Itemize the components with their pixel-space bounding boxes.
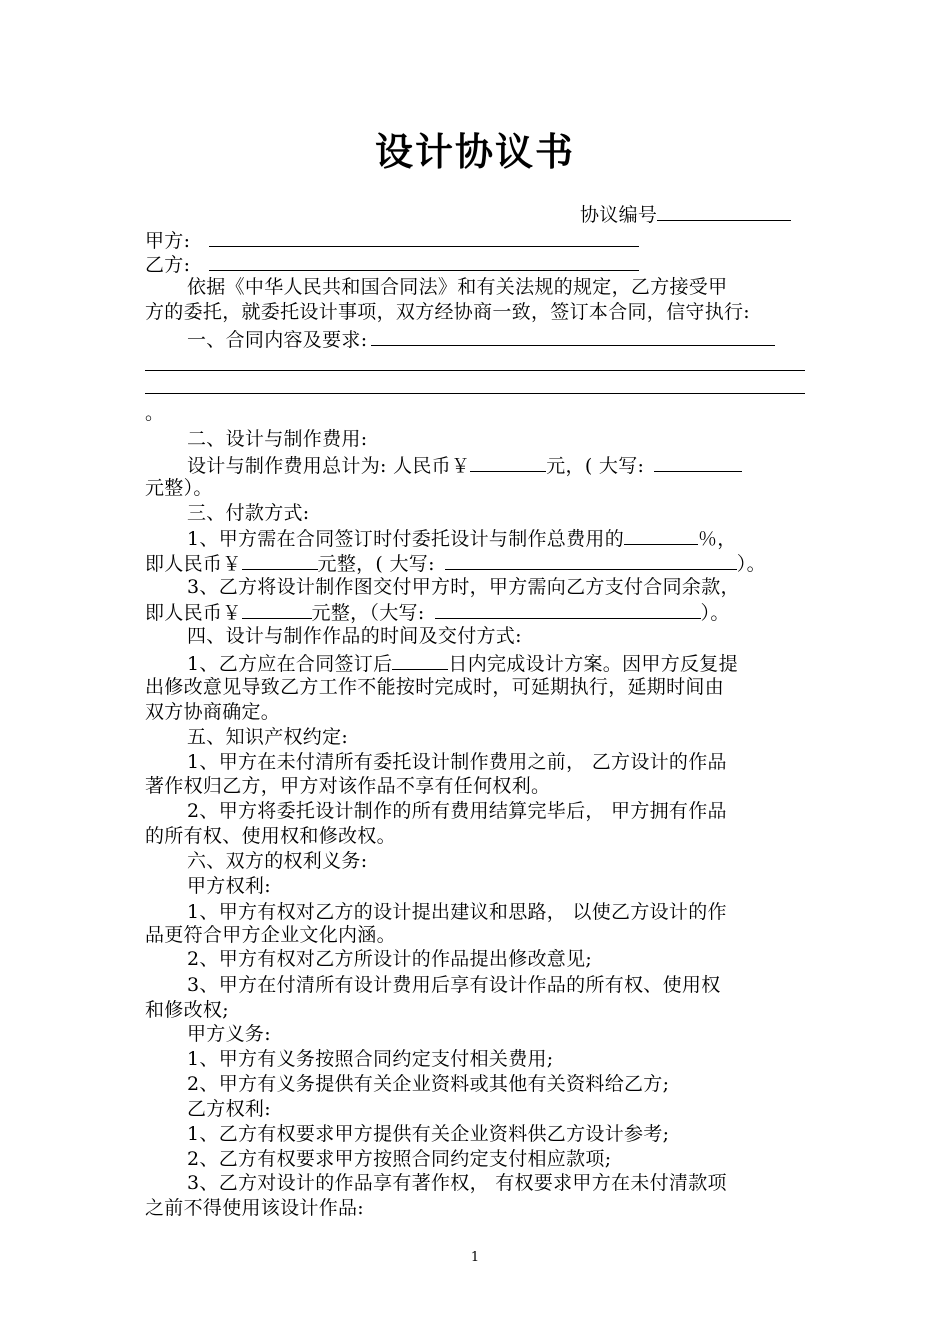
party-b-right-1: 1、乙方有权要求甲方提供有关企业资料供乙方设计参考; (187, 1123, 670, 1145)
ip-2-line-2: 的所有权、使用权和修改权。 (145, 825, 396, 847)
payment-1-text-e: ）。 (736, 553, 766, 575)
section-1-heading-line (187, 325, 775, 353)
ip-1-line-1: 1、甲方在未付清所有委托设计制作费用之前， 乙方设计的作品 (187, 751, 727, 773)
payment-percent-blank[interactable] (624, 524, 698, 545)
delivery-text-a: 1、乙方应在合同签订后 (187, 653, 393, 675)
payment-3-words-blank[interactable] (435, 598, 701, 619)
payment-3-line-1: 3、乙方将设计制作图交付甲方时，甲方需向乙方支付合同余款， (187, 576, 740, 598)
fee-text-b: 元，( 大写: (546, 455, 645, 477)
ip-2-line-1: 2、甲方将委托设计制作的所有费用结算完毕后， 甲方拥有作品 (187, 800, 727, 822)
party-a-blank[interactable] (209, 226, 639, 247)
party-a-label: 甲方: (145, 230, 191, 252)
payment-3-text-c: 元整，（大写: (311, 602, 425, 624)
total-fee-blank[interactable] (470, 451, 546, 472)
page-number: 1 (470, 1250, 480, 1265)
delivery-text-b: 日内完成设计方案。因甲方反复提 (448, 653, 738, 675)
payment-1-words-blank[interactable] (445, 549, 737, 570)
contract-content-rule-1[interactable] (145, 370, 805, 371)
payment-1-text-b: ％， (698, 528, 737, 550)
payment-1-text-a: 1、甲方需在合同签订时付委托设计与制作总费用的 (187, 528, 624, 550)
party-a-right-1-line-1: 1、甲方有权对乙方的设计提出建议和思路， 以使乙方设计的作 (187, 901, 727, 923)
payment-1-line-2 (145, 549, 766, 577)
section-3-heading: 三、付款方式: (187, 502, 310, 524)
document-title: 设计协议书 (374, 129, 575, 174)
total-fee-words-blank[interactable] (654, 451, 742, 472)
payment-1-line-1 (187, 524, 737, 552)
payment-1-text-d: 元整，( 大写: (317, 553, 435, 575)
party-a-right-3-line-1: 3、甲方在付清所有设计费用后享有设计作品的所有权、使用权 (187, 974, 721, 996)
agreement-number-line (580, 200, 791, 228)
section-5-heading: 五、知识产权约定: (187, 726, 349, 748)
payment-3-line-2 (145, 598, 730, 626)
party-a-duties-heading: 甲方义务: (187, 1023, 271, 1045)
section-2-fee-end: 元整）。 (145, 477, 213, 499)
preamble-line-2: 方的委托，就委托设计事项，双方经协商一致，签订本合同，信守执行: (145, 301, 751, 323)
payment-3-text-b: 即人民币￥ (145, 602, 242, 624)
payment-1-amount-blank[interactable] (242, 549, 318, 570)
party-b-rights-heading: 乙方权利: (187, 1098, 271, 1120)
preamble-line-1: 依据《中华人民共和国合同法》和有关法规的规定，乙方接受甲 (187, 276, 728, 298)
party-b-right-3-line-2: 之前不得使用该设计作品: (145, 1197, 365, 1219)
delivery-days-blank[interactable] (392, 649, 448, 670)
party-a-rights-heading: 甲方权利: (187, 875, 271, 897)
party-b-label: 乙方: (145, 254, 191, 276)
section-1-end-mark: 。 (145, 402, 165, 424)
party-b-blank[interactable] (209, 250, 639, 271)
party-b-right-2: 2、乙方有权要求甲方按照合同约定支付相应款项; (187, 1148, 612, 1170)
ip-1-line-2: 著作权归乙方，甲方对该作品不享有任何权利。 (145, 775, 551, 797)
payment-1-text-c: 即人民币￥ (145, 553, 242, 575)
delivery-line-3: 双方协商确定。 (145, 701, 281, 723)
fee-text-a: 设计与制作费用总计为: 人民币￥ (187, 455, 471, 477)
section-6-heading: 六、双方的权利义务: (187, 850, 368, 872)
party-a-right-3-line-2: 和修改权; (145, 999, 229, 1021)
contract-content-blank[interactable] (371, 325, 775, 346)
section-2-heading: 二、设计与制作费用: (187, 428, 368, 450)
section-4-heading: 四、设计与制作作品的时间及交付方式: (187, 625, 522, 647)
party-a-right-2: 2、甲方有权对乙方所设计的作品提出修改意见; (187, 948, 593, 970)
delivery-line-1 (187, 649, 738, 677)
party-b-right-3-line-1: 3、乙方对设计的作品享有著作权， 有权要求甲方在未付清款项 (187, 1172, 727, 1194)
payment-3-text-d: ）。 (700, 602, 730, 624)
delivery-line-2: 出修改意见导致乙方工作不能按时完成时，可延期执行，延期时间由 (145, 676, 725, 698)
section-1-heading: 一、合同内容及要求: (187, 329, 368, 351)
party-a-duty-2: 2、甲方有义务提供有关企业资料或其他有关资料给乙方; (187, 1073, 670, 1095)
section-2-fee-line (187, 451, 742, 479)
agreement-number-blank[interactable] (657, 200, 791, 221)
party-a-right-1-line-2: 品更符合甲方企业文化内涵。 (145, 924, 396, 946)
contract-content-rule-2[interactable] (145, 393, 805, 394)
agreement-number-label: 协议编号 (580, 204, 658, 226)
party-a-duty-1: 1、甲方有义务按照合同约定支付相关费用; (187, 1048, 554, 1070)
payment-3-amount-blank[interactable] (242, 598, 312, 619)
